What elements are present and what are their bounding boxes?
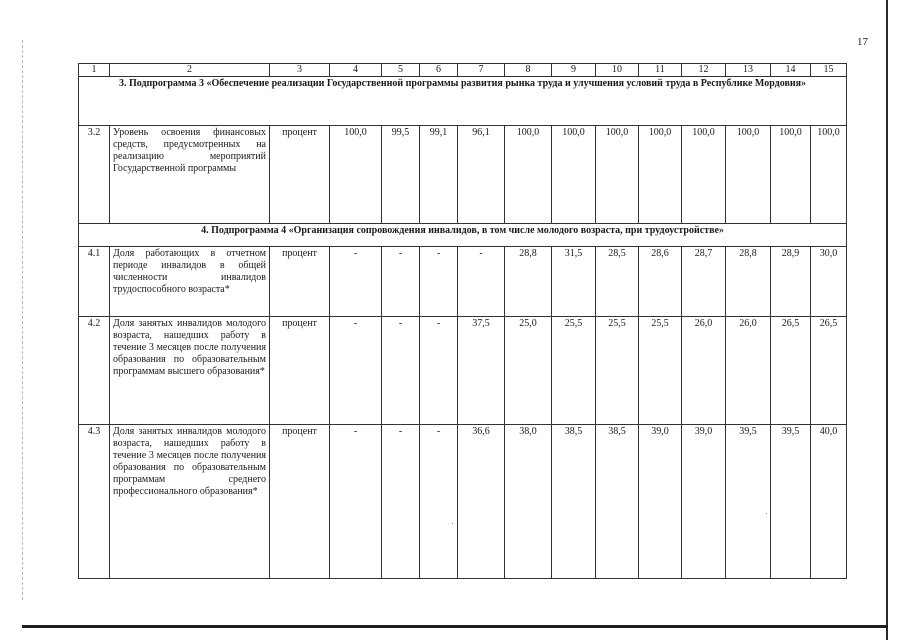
value-cell: 99,1 <box>420 126 458 224</box>
row-number: 4.3 <box>79 425 110 579</box>
value-cell: 39,0 <box>639 425 682 579</box>
value-cell: 37,5 <box>458 317 505 425</box>
indicator-name: Доля занятых инвалидов молодого возраста, нашедших работу в течение 3 месяцев после получения образования по образовательным программам высшего образования* <box>110 317 270 425</box>
value-cell: - <box>420 425 458 579</box>
table-row <box>79 126 847 224</box>
value-cell: - <box>382 425 420 579</box>
value-cell: 39,5 <box>726 425 771 579</box>
value-cell: 100,0 <box>726 126 771 224</box>
column-number: 6 <box>420 64 458 77</box>
unit-cell: процент <box>270 317 330 425</box>
value-cell: 26,0 <box>682 317 726 425</box>
value-cell: 100,0 <box>596 126 639 224</box>
value-cell: 100,0 <box>330 126 382 224</box>
value-cell: 100,0 <box>811 126 847 224</box>
value-cell: 28,7 <box>682 247 726 317</box>
page-bottom-edge <box>22 625 888 628</box>
column-number: 14 <box>771 64 811 77</box>
value-cell: 38,5 <box>552 425 596 579</box>
column-number: 11 <box>639 64 682 77</box>
section-title: 4. Подпрограмма 4 «Организация сопровождения инвалидов, в том числе молодого возраста, при трудоустройстве» <box>79 224 847 247</box>
value-cell: 25,5 <box>639 317 682 425</box>
value-cell: 28,8 <box>726 247 771 317</box>
value-cell: 96,1 <box>458 126 505 224</box>
table-row <box>79 425 847 579</box>
column-number: 8 <box>505 64 552 77</box>
value-cell: 38,0 <box>505 425 552 579</box>
column-number: 9 <box>552 64 596 77</box>
scan-speck <box>452 523 453 524</box>
value-cell: 40,0 <box>811 425 847 579</box>
column-numbers-row <box>79 64 847 77</box>
table-row <box>79 317 847 425</box>
row-number: 3.2 <box>79 126 110 224</box>
column-number: 10 <box>596 64 639 77</box>
indicators-table <box>78 63 847 579</box>
column-number: 7 <box>458 64 505 77</box>
column-number: 1 <box>79 64 110 77</box>
value-cell: 25,0 <box>505 317 552 425</box>
column-number: 3 <box>270 64 330 77</box>
value-cell: - <box>330 317 382 425</box>
value-cell: 26,5 <box>771 317 811 425</box>
value-cell: 100,0 <box>639 126 682 224</box>
value-cell: 100,0 <box>682 126 726 224</box>
value-cell: 26,0 <box>726 317 771 425</box>
unit-cell: процент <box>270 126 330 224</box>
section-header-row <box>79 77 847 126</box>
value-cell: 26,5 <box>811 317 847 425</box>
value-cell: 28,5 <box>596 247 639 317</box>
value-cell: 99,5 <box>382 126 420 224</box>
row-number: 4.1 <box>79 247 110 317</box>
scan-speck <box>766 513 767 514</box>
value-cell: 25,5 <box>552 317 596 425</box>
page-number: 17 <box>857 36 868 48</box>
value-cell: 39,5 <box>771 425 811 579</box>
value-cell: 100,0 <box>505 126 552 224</box>
column-number: 2 <box>110 64 270 77</box>
value-cell: - <box>420 247 458 317</box>
value-cell: 28,9 <box>771 247 811 317</box>
value-cell: 38,5 <box>596 425 639 579</box>
page-right-edge <box>886 0 888 640</box>
indicator-name: Уровень освоения финансовых средств, предусмотренных на реализацию мероприятий Государственной программы <box>110 126 270 224</box>
section-title: 3. Подпрограмма 3 «Обеспечение реализации Государственной программы развития рынка труда и улучшения условий труда в Республике Мордовия» <box>79 77 847 126</box>
value-cell: 100,0 <box>771 126 811 224</box>
column-number: 5 <box>382 64 420 77</box>
section-header-row <box>79 224 847 247</box>
value-cell: 39,0 <box>682 425 726 579</box>
value-cell: 25,5 <box>596 317 639 425</box>
value-cell: - <box>330 247 382 317</box>
page-left-edge <box>22 40 24 600</box>
row-number: 4.2 <box>79 317 110 425</box>
value-cell: 28,8 <box>505 247 552 317</box>
indicator-name: Доля работающих в отчетном периоде инвалидов в общей численности инвалидов трудоспособного возраста* <box>110 247 270 317</box>
value-cell: - <box>382 247 420 317</box>
value-cell: - <box>458 247 505 317</box>
column-number: 15 <box>811 64 847 77</box>
value-cell: 30,0 <box>811 247 847 317</box>
unit-cell: процент <box>270 425 330 579</box>
value-cell: 36,6 <box>458 425 505 579</box>
value-cell: 100,0 <box>552 126 596 224</box>
unit-cell: процент <box>270 247 330 317</box>
value-cell: 31,5 <box>552 247 596 317</box>
column-number: 12 <box>682 64 726 77</box>
value-cell: 28,6 <box>639 247 682 317</box>
value-cell: - <box>330 425 382 579</box>
column-number: 13 <box>726 64 771 77</box>
value-cell: - <box>420 317 458 425</box>
indicator-name: Доля занятых инвалидов молодого возраста, нашедших работу в течение 3 месяцев после получения образования по образовательным программам среднего профессионального образования* <box>110 425 270 579</box>
table-row <box>79 247 847 317</box>
value-cell: - <box>382 317 420 425</box>
column-number: 4 <box>330 64 382 77</box>
